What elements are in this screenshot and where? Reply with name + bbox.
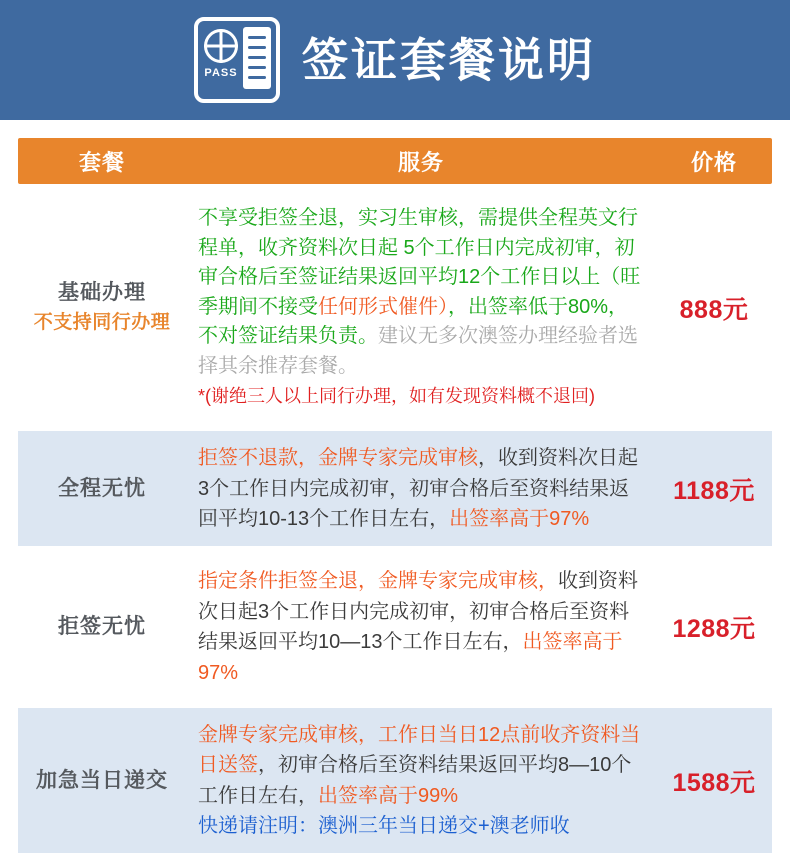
service-text: 出签率高于97% xyxy=(198,631,623,684)
service-text: ，收到资料次日起3个工作日内完成初审，初审合格后至资料结果返回平均10-13个工作日左右， xyxy=(198,447,638,530)
table-row xyxy=(18,192,772,423)
plan-cell xyxy=(18,554,186,700)
service-text: 金牌专家完成审核，工作日当日12点前收齐资料当日送签 xyxy=(198,723,641,777)
service-text: 快递请注明：澳洲三年当日递交+澳老师收 xyxy=(198,815,570,838)
service-cell xyxy=(186,192,656,423)
page-header xyxy=(0,0,790,120)
service-text: ，初审合格后至资料结果返回平均8—10个工作日左右， xyxy=(198,754,632,807)
price-cell: 1188元 xyxy=(656,431,772,546)
table-row xyxy=(18,554,772,700)
service-text: *(谢绝三人以上同行办理，如有发现资料概不退回) xyxy=(198,385,595,406)
passport-globe-icon xyxy=(194,17,280,103)
logo-pass-text: PASS xyxy=(204,67,238,79)
plan-note: 不支持同行办理 xyxy=(33,312,171,334)
service-text: 建议无多次澳签办理经验者选择其余推荐套餐。 xyxy=(198,325,638,377)
table-row xyxy=(18,431,772,546)
service-text: 指定条件拒签全退，金牌专家完成审核， xyxy=(198,570,558,593)
package-table xyxy=(18,138,772,853)
plan-cell xyxy=(18,431,186,546)
service-text: 任何形式催件） xyxy=(318,295,448,318)
price-cell: 1588元 xyxy=(656,708,772,853)
service-text: 拒签不退款，金牌专家完成审核 xyxy=(198,447,478,470)
plan-name: 全程无忧 xyxy=(58,476,146,500)
service-cell xyxy=(186,431,656,546)
price-cell: 1288元 xyxy=(656,554,772,700)
column-header-price: 价格 xyxy=(690,149,737,175)
service-text: ，出签率低于80%，不对签证结果负责。 xyxy=(198,295,629,348)
table-header-row xyxy=(18,138,772,184)
service-text: 出签率高于97% xyxy=(449,507,590,530)
table-row xyxy=(18,708,772,853)
plan-cell xyxy=(18,708,186,853)
column-header-plan: 套餐 xyxy=(78,149,125,175)
service-cell xyxy=(186,554,656,700)
plan-cell xyxy=(18,192,186,423)
service-text: 收到资料次日起3个工作日内完成初审，初审合格后至资料结果返回平均10—13个工作日左右， xyxy=(198,570,638,654)
plan-name: 基础办理 xyxy=(58,281,146,305)
service-cell xyxy=(186,708,656,853)
plan-name: 加急当日递交 xyxy=(36,768,168,792)
price-cell: 888元 xyxy=(656,192,772,423)
service-text: 出签率高于99% xyxy=(318,784,459,807)
service-text: 不享受拒签全退，实习生审核，需提供全程英文行程单，收齐资料次日起 5个工作日内完成初审，初审合格后至签证结果返回平均12个工作日以上（旺季期间不接受 xyxy=(198,207,641,318)
plan-name: 拒签无忧 xyxy=(58,614,146,638)
page-title: 签证套餐说明 xyxy=(302,34,596,86)
column-header-service: 服务 xyxy=(397,149,444,175)
